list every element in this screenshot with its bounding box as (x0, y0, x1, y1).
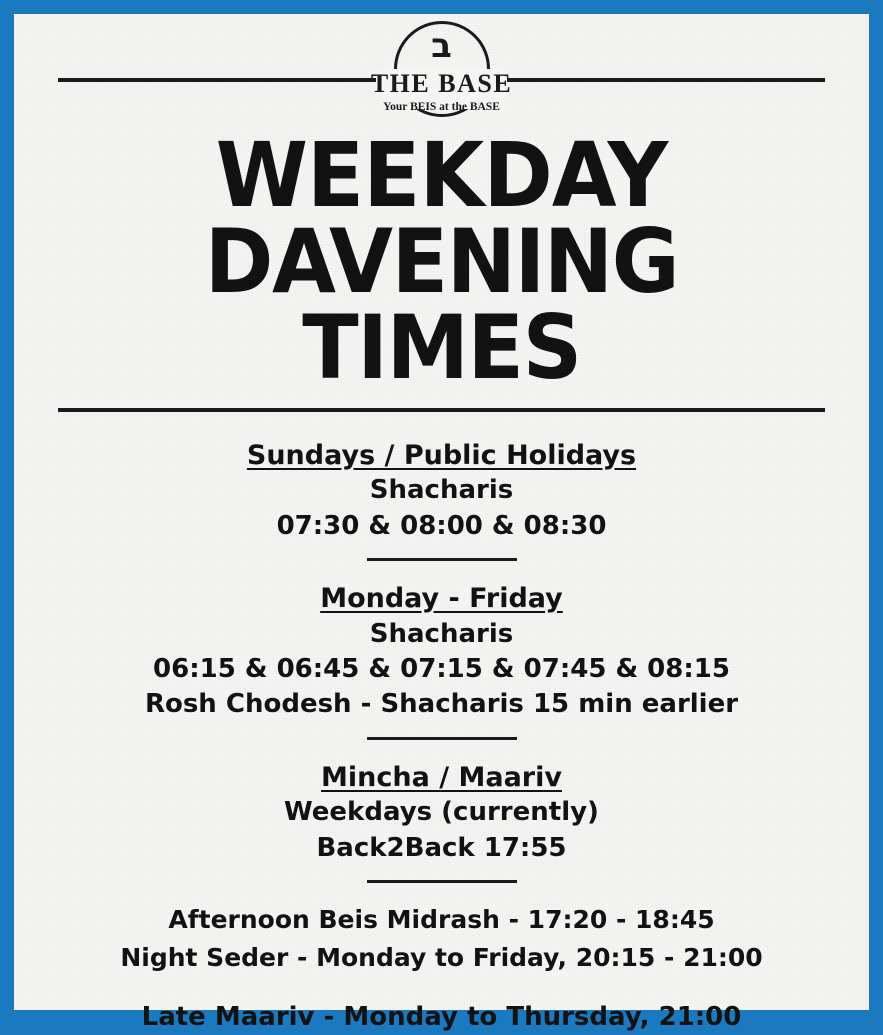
page-title-line-1: WEEKDAY (215, 123, 668, 227)
page-title (44, 123, 839, 400)
section-heading: Monday - Friday (320, 583, 563, 615)
schedule-body (44, 438, 839, 1035)
section-line: Night Seder - Monday to Friday, 20:15 - 21:00 (120, 942, 763, 972)
section-heading: Sundays / Public Holidays (246, 439, 637, 471)
section-divider (367, 880, 517, 883)
section-line: Weekdays (currently) (284, 797, 599, 828)
section-line: 06:15 & 06:45 & 07:15 & 07:45 & 08:15 (153, 654, 730, 685)
logo-tagline: Your BEIS at the BASE (383, 101, 500, 113)
logo-brand-name: THE BASE (370, 69, 513, 98)
section-heading: Mincha / Maariv (321, 761, 562, 793)
section-line: Shacharis (369, 618, 514, 649)
section-line: 07:30 & 08:00 & 08:30 (276, 510, 607, 541)
section-divider (367, 737, 517, 740)
section-line: Shacharis (369, 475, 514, 506)
schedule-section-weekdays (44, 581, 839, 740)
section-line: Back2Back 17:55 (316, 832, 567, 863)
header-rule-right (507, 78, 825, 82)
section-line: Late Maariv - Monday to Thursday, 21:00 (141, 1002, 742, 1033)
page-title-line-2: DAVENING TIMES (204, 210, 679, 400)
poster (14, 14, 869, 1033)
schedule-section-sundays (44, 438, 839, 561)
header-rule-left (58, 78, 376, 82)
logo-header (44, 14, 839, 126)
title-rule (58, 408, 825, 412)
schedule-section-mincha-maariv (44, 760, 839, 883)
section-line: Rosh Chodesh - Shacharis 15 min earlier (144, 689, 739, 720)
section-line: Afternoon Beis Midrash - 17:20 - 18:45 (168, 905, 715, 935)
logo (367, 17, 517, 123)
section-divider (367, 558, 517, 561)
schedule-section-late-maariv (44, 1000, 839, 1035)
logo-hebrew-letter-icon: ב (431, 26, 452, 66)
schedule-section-extra (44, 901, 839, 976)
